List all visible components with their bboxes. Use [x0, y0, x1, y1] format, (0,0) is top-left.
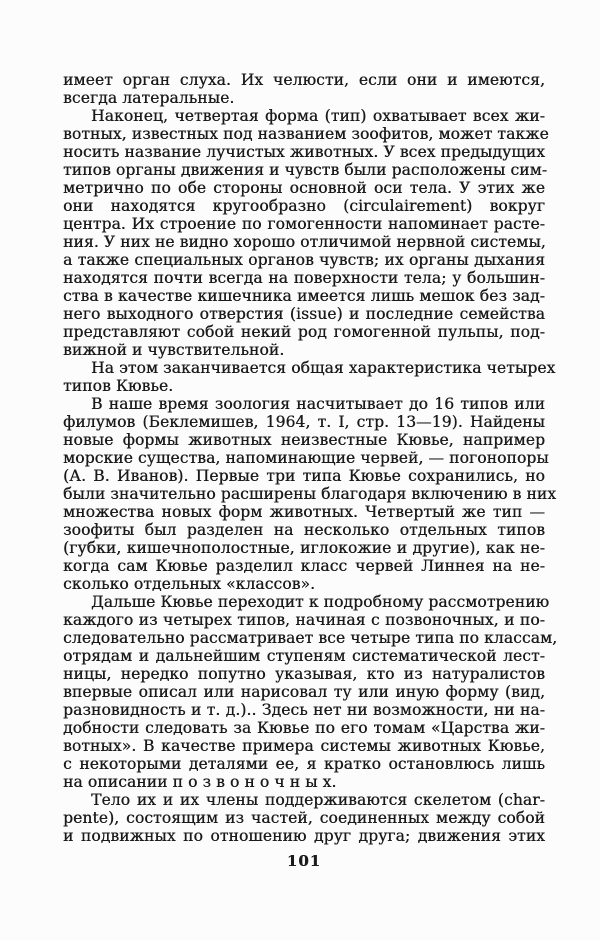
text-line: Наконец, четвертая форма (тип) охватывает всех жи-	[91, 107, 545, 125]
text-line: они находятся кругообразно (circulairement) вокруг	[63, 197, 545, 215]
text-line: На этом заканчивается общая характеристика четырех	[91, 359, 556, 377]
text-line: зоофиты был разделен на несколько отдельных типов	[63, 521, 545, 539]
text-line: морские существа, напоминающие червей, — погонопоры	[63, 449, 549, 467]
text-line: сколько отдельных «классов».	[63, 575, 316, 593]
text-line: ства в качестве кишечника имеется лишь мешок без зад-	[63, 287, 545, 305]
text-line: новые формы животных неизвестные Кювье, например	[63, 431, 545, 449]
text-line: вотных, известных под названием зоофитов, может также	[63, 125, 549, 143]
text-line: отрядам и дальнейшим ступеням систематической лест-	[63, 647, 545, 665]
page-number: 101	[286, 852, 322, 870]
text-line: вижной и чувствительной.	[63, 341, 285, 359]
text-line: всегда латеральные.	[63, 89, 235, 107]
page-text	[63, 71, 558, 845]
text-line: (А. В. Иванов). Первые три типа Кювье сохранились, но	[63, 467, 545, 485]
text-line: находятся почти всегда на поверхности тела; у большин-	[63, 269, 545, 287]
text-line: множества новых форм животных. Четвертый же тип —	[63, 503, 545, 521]
text-line: вотных». В качестве примера системы животных Кювье,	[63, 737, 545, 755]
text-line: представляют собой некий род гомогенной пульпы, под-	[63, 323, 545, 341]
text-line: а также специальных органов чувств; их органы дыхания	[63, 251, 545, 269]
text-line: центра. Их строение по гомогенности напоминает расте-	[63, 215, 545, 233]
text-line: добности следовать за Кювье по его томам «Царства жи-	[63, 719, 545, 737]
text-line: и подвижных по отношению друг друга; движения этих	[63, 827, 545, 845]
text-line: (губки, кишечнополостные, иглокожие и другие), как не-	[63, 539, 545, 557]
text-line: были значительно расширены благодаря включению в них	[63, 485, 557, 503]
text-line: типов органы движения и чувств были расположены сим-	[63, 161, 548, 179]
text-line: Тело их и их члены поддерживаются скелетом (char-	[91, 791, 545, 809]
text-line: впервые описал или нарисовал ту или иную форму (вид,	[63, 683, 545, 701]
text-line: метрично по обе стороны основной оси тела. У этих же	[63, 179, 545, 197]
text-line: В наше время зоология насчитывает до 16 типов или	[91, 395, 545, 413]
text-line: когда сам Кювье разделил класс червей Линнея на не-	[63, 557, 545, 575]
text-line: каждого из четырех типов, начиная с позвоночных, и по-	[63, 611, 545, 629]
text-line: с некоторыми деталями ее, я кратко остановлюсь лишь	[63, 755, 545, 773]
text-line: ницы, нередко попутно указывая, кто из натуралистов	[63, 665, 545, 683]
text-line: разновидность и т. д.).. Здесь нет ни возможности, ни на-	[63, 701, 545, 719]
text-line: него выходного отверстия (issue) и последние семейства	[63, 305, 545, 323]
text-line: филумов (Беклемишев, 1964, т. I, стр. 13—19). Найдены	[63, 413, 545, 431]
text-line: следовательно рассматривает все четыре типа по классам,	[63, 629, 558, 647]
text-line: на описании п о з в о н о ч н ы х.	[63, 773, 337, 791]
text-line: ния. У них не видно хорошо отличимой нервной системы,	[63, 233, 546, 251]
text-line: pente), состоящим из частей, соединенных между собой	[63, 809, 545, 827]
text-line: типов Кювье.	[63, 377, 174, 395]
text-line: Дальше Кювье переходит к подробному рассмотрению	[91, 593, 550, 611]
text-line: носить название лучистых животных. У всех предыдущих	[63, 143, 545, 161]
text-line: имеет орган слуха. Их челюсти, если они и имеются,	[63, 71, 545, 89]
